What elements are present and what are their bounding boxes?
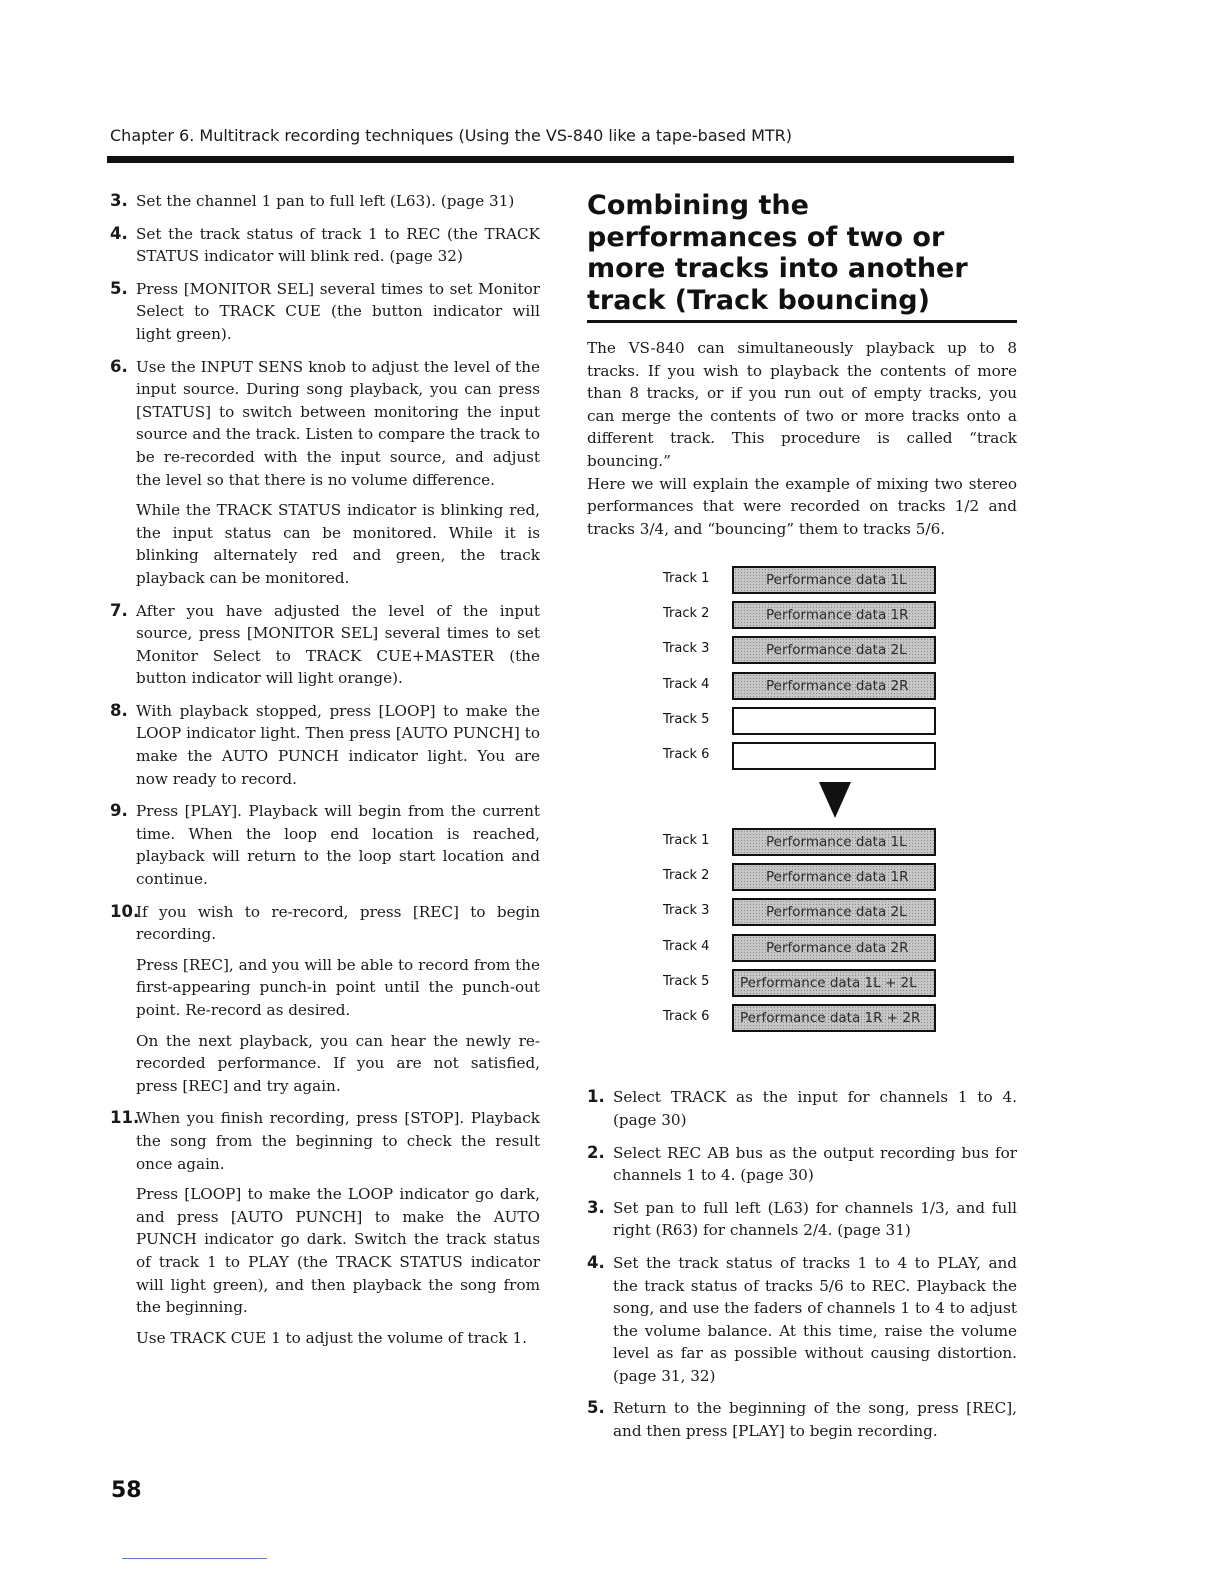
after-track-6 bbox=[663, 1004, 963, 1032]
step-note: On the next playback, you can hear the newly re-recorded performance. If you are not satisfied, press [REC] and try again. bbox=[136, 1031, 540, 1095]
before-track-4 bbox=[663, 672, 963, 700]
step-4 bbox=[110, 223, 540, 268]
bounce-step-2 bbox=[587, 1142, 1017, 1187]
step-6 bbox=[110, 356, 540, 590]
step-number: 4. bbox=[110, 223, 128, 243]
step-number: 5. bbox=[587, 1398, 605, 1418]
track-data-box bbox=[732, 672, 936, 700]
track-content: Performance data 1L bbox=[766, 572, 907, 589]
track-data-box bbox=[732, 636, 936, 664]
track-data-box bbox=[732, 898, 936, 926]
step-number: 3. bbox=[587, 1197, 605, 1217]
after-track-1 bbox=[663, 828, 963, 856]
step-number: 2. bbox=[587, 1142, 605, 1162]
track-content: Performance data 1L bbox=[766, 834, 907, 851]
step-number: 7. bbox=[110, 600, 128, 620]
track-data-box bbox=[732, 863, 936, 891]
step-text: Return to the beginning of the song, press [REC], and then press [PLAY] to begin recording. bbox=[613, 1399, 1017, 1441]
after-track-4 bbox=[663, 934, 963, 962]
step-10 bbox=[110, 901, 540, 1098]
section-title: Combining the performances of two or more tracks into another track (Track bouncing) bbox=[587, 190, 968, 316]
track-label: Track 6 bbox=[663, 747, 710, 763]
track-data-box bbox=[732, 969, 936, 997]
step-text: Select REC AB bus as the output recording bus for channels 1 to 4. (page 30) bbox=[613, 1143, 1017, 1185]
track-label: Track 3 bbox=[663, 903, 710, 919]
before-track-3 bbox=[663, 636, 963, 664]
track-label: Track 1 bbox=[663, 833, 710, 849]
bounce-step-4 bbox=[587, 1252, 1017, 1388]
step-text: Press [MONITOR SEL] several times to set Monitor Select to TRACK CUE (the button indicator will light green). bbox=[136, 279, 540, 343]
after-track-3 bbox=[663, 898, 963, 926]
track-bounce-diagram bbox=[587, 566, 1017, 1086]
step-text: Set the channel 1 pan to full left (L63). (page 31) bbox=[136, 192, 515, 210]
track-label: Track 4 bbox=[663, 677, 710, 693]
track-content: Performance data 1R + 2R bbox=[740, 1010, 921, 1027]
step-9 bbox=[110, 800, 540, 890]
header-rule bbox=[107, 156, 1014, 163]
track-content: Performance data 1L + 2L bbox=[740, 975, 917, 992]
step-note: Use TRACK CUE 1 to adjust the volume of track 1. bbox=[136, 1328, 527, 1347]
step-number: 10. bbox=[110, 901, 140, 921]
bounce-step-1 bbox=[587, 1086, 1017, 1131]
step-3 bbox=[110, 190, 540, 213]
step-number: 11. bbox=[110, 1108, 140, 1128]
right-column bbox=[587, 190, 1017, 1453]
page-number: 58 bbox=[111, 1478, 142, 1503]
track-data-box bbox=[732, 1004, 936, 1032]
step-number: 5. bbox=[110, 278, 128, 298]
chapter-header: Chapter 6. Multitrack recording techniques (Using the VS-840 like a tape-based MTR) bbox=[110, 126, 792, 145]
step-text: Press [PLAY]. Playback will begin from the current time. When the loop end location is reached, playback will return to the loop start location and continue. bbox=[136, 802, 540, 889]
track-data-box bbox=[732, 566, 936, 594]
step-7 bbox=[110, 600, 540, 690]
step-note: Press [REC], and you will be able to record from the first-appearing punch-in point until the punch-out point. Re-record as desired. bbox=[136, 955, 540, 1019]
step-note: While the TRACK STATUS indicator is blinking red, the input status can be monitored. While it is blinking alternately red and green, the track playback can be monitored. bbox=[136, 501, 540, 587]
before-track-1 bbox=[663, 566, 963, 594]
track-content: Performance data 2R bbox=[766, 940, 909, 957]
track-data-box bbox=[732, 934, 936, 962]
step-number: 3. bbox=[110, 191, 128, 210]
step-text: After you have adjusted the level of the input source, press [MONITOR SEL] several times to set Monitor Select to TRACK CUE+MASTER (the button indicator will light orange). bbox=[136, 601, 540, 688]
step-number: 4. bbox=[587, 1252, 605, 1272]
down-arrow-icon bbox=[819, 782, 851, 818]
step-text: When you finish recording, press [STOP]. Playback the song from the beginning to check the result once again. bbox=[136, 1109, 540, 1173]
title-rule bbox=[587, 320, 1017, 323]
before-track-2 bbox=[663, 601, 963, 629]
track-label: Track 3 bbox=[663, 641, 710, 657]
step-text: Set pan to full left (L63) for channels 1/3, and full right (R63) for channels 2/4. (page 31) bbox=[613, 1198, 1017, 1240]
footer-line bbox=[122, 1558, 267, 1559]
step-5 bbox=[110, 278, 540, 346]
track-content: Performance data 2L bbox=[766, 642, 907, 659]
step-text: If you wish to re-record, press [REC] to begin recording. bbox=[136, 902, 540, 944]
before-track-5 bbox=[663, 707, 963, 735]
step-text: Select TRACK as the input for channels 1 to 4. (page 30) bbox=[613, 1088, 1017, 1129]
track-content: Performance data 2R bbox=[766, 678, 909, 695]
bounce-step-5 bbox=[587, 1397, 1017, 1442]
track-content: Performance data 2L bbox=[766, 904, 907, 921]
track-label: Track 5 bbox=[663, 712, 710, 728]
step-11 bbox=[110, 1107, 540, 1349]
track-label: Track 2 bbox=[663, 606, 710, 622]
step-number: 6. bbox=[110, 356, 128, 376]
step-number: 8. bbox=[110, 700, 128, 720]
after-track-2 bbox=[663, 863, 963, 891]
track-label: Track 4 bbox=[663, 939, 710, 955]
left-column bbox=[110, 190, 540, 1359]
track-label: Track 1 bbox=[663, 571, 710, 587]
track-data-box bbox=[732, 601, 936, 629]
bounce-step-3 bbox=[587, 1197, 1017, 1242]
track-data-box bbox=[732, 828, 936, 856]
step-note: Press [LOOP] to make the LOOP indicator go dark, and press [AUTO PUNCH] to make the AUTO PUNCH indicator go dark. Switch the track status of track 1 to PLAY (the TRACK STATUS indicator will light green), and then playback the song from the beginning. bbox=[136, 1185, 540, 1317]
track-label: Track 5 bbox=[663, 974, 710, 990]
step-number: 1. bbox=[587, 1087, 605, 1107]
step-text: Use the INPUT SENS knob to adjust the level of the input source. During song playback, you can press [STATUS] to switch between monitoring the input source and the track. Listen to compare the track to be re-recorded with the input source, and adjust the level so that there is no volume difference. bbox=[136, 357, 540, 489]
track-content: Performance data 1R bbox=[766, 869, 909, 886]
intro-paragraph: The VS-840 can simultaneously playback up to 8 tracks. If you wish to playback the contents of more than 8 tracks, or if you run out of empty tracks, you can merge the contents of two or more tracks onto a different track. This procedure is called “track bouncing.” bbox=[587, 339, 1017, 470]
track-content: Performance data 1R bbox=[766, 607, 909, 624]
step-number: 9. bbox=[110, 801, 128, 821]
step-text: With playback stopped, press [LOOP] to make the LOOP indicator light. Then press [AUTO PUNCH] to make the AUTO PUNCH indicator light. You are now ready to record. bbox=[136, 701, 540, 788]
track-empty-box bbox=[732, 742, 936, 770]
after-track-5 bbox=[663, 969, 963, 997]
step-text: Set the track status of tracks 1 to 4 to PLAY, and the track status of tracks 5/6 to REC. Playback the song, and use the faders of channels 1 to 4 to adjust the volume balance. At this time, raise the volume level as far as possible without causing distortion. (page 31, 32) bbox=[613, 1253, 1017, 1385]
track-label: Track 6 bbox=[663, 1009, 710, 1025]
step-8 bbox=[110, 700, 540, 790]
step-text: Set the track status of track 1 to REC (the TRACK STATUS indicator will blink red. (page 32) bbox=[136, 224, 540, 266]
example-paragraph: Here we will explain the example of mixing two stereo performances that were recorded on tracks 1/2 and tracks 3/4, and “bouncing” them to tracks 5/6. bbox=[587, 474, 1017, 538]
track-label: Track 2 bbox=[663, 868, 710, 884]
track-empty-box bbox=[732, 707, 936, 735]
before-track-6 bbox=[663, 742, 963, 770]
